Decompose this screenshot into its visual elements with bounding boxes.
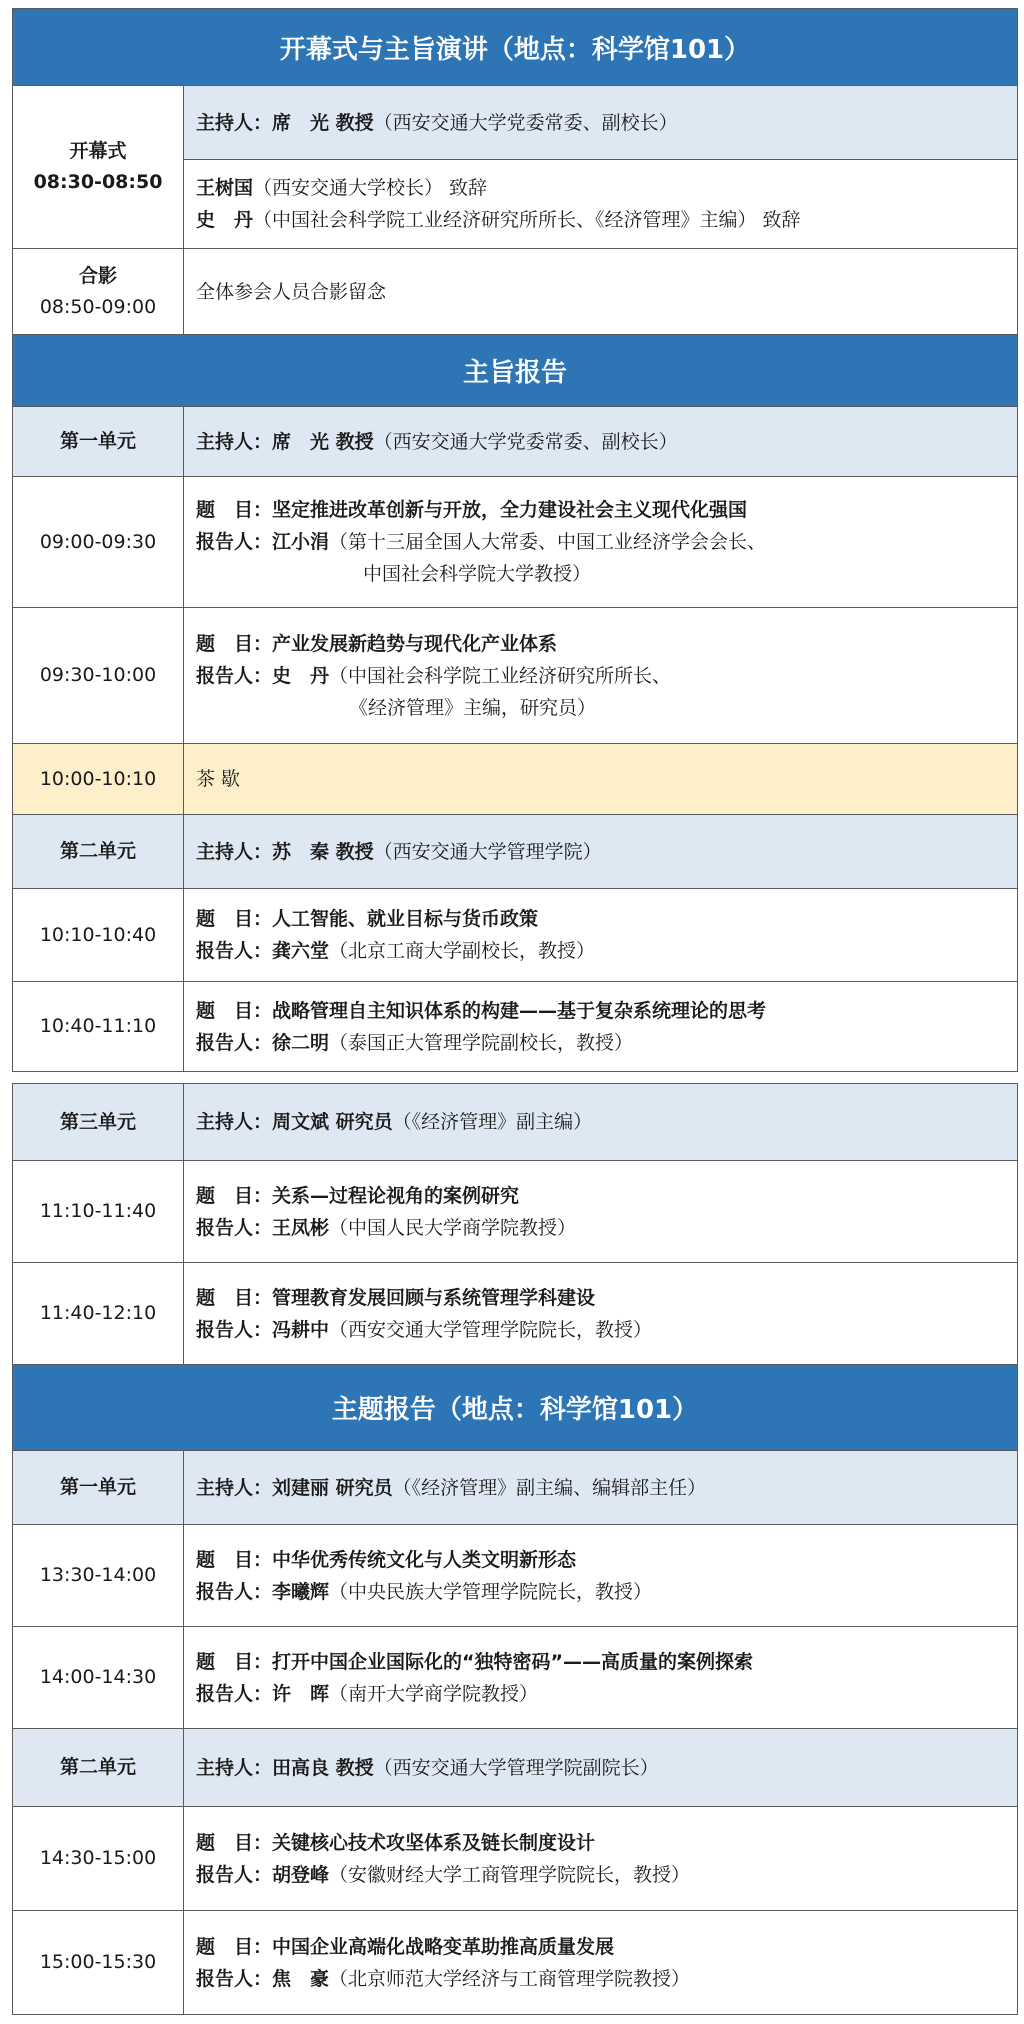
photo-text: 全体参会人员合影留念 xyxy=(184,249,1018,335)
talk-row xyxy=(13,1161,1018,1263)
speaker-detail: （南开大学商学院教授） xyxy=(329,1682,539,1705)
talk-time: 14:30-15:00 xyxy=(13,1807,184,1911)
talk-cell xyxy=(184,608,1018,744)
talk-time: 10:40-11:10 xyxy=(13,982,184,1072)
section-banner-theme xyxy=(13,1365,1018,1451)
unit-row xyxy=(13,1451,1018,1525)
speaker-name: 史 丹 xyxy=(196,209,254,231)
speaker-detail: （中国社会科学院工业经济研究所所长、《经济管理》主编） 致辞 xyxy=(253,209,801,231)
host-cell xyxy=(184,86,1018,160)
speaker-name: 报告人：焦 豪 xyxy=(196,1967,330,1990)
speaker-detail-cont: 中国社会科学院大学教授） xyxy=(363,563,592,585)
host-row xyxy=(13,86,1018,160)
speaker-detail-cont: 《经济管理》主编，研究员） xyxy=(349,696,597,719)
host-name: 主持人：苏 秦 教授 xyxy=(196,840,374,863)
talk-time: 10:10-10:40 xyxy=(13,889,184,982)
talk-time: 15:00-15:30 xyxy=(13,1911,184,2015)
host-title: （西安交通大学管理学院） xyxy=(373,840,602,863)
unit-label: 第一单元 xyxy=(13,407,184,477)
unit-row xyxy=(13,407,1018,477)
talk-row xyxy=(13,1807,1018,1911)
speaker-detail: （泰国正大管理学院副校长，教授） xyxy=(329,1031,634,1054)
speaker-detail: （北京师范大学经济与工商管理学院教授） xyxy=(329,1967,691,1990)
talk-row xyxy=(13,608,1018,744)
section-banner-keynote xyxy=(13,335,1018,407)
speaker-detail: （第十三届全国人大常委、中国工业经济学会会长、 xyxy=(329,531,767,553)
session-time: 08:50-09:00 xyxy=(39,295,157,318)
talk-row xyxy=(13,889,1018,982)
talk-row xyxy=(13,982,1018,1072)
host-title: （西安交通大学管理学院副院长） xyxy=(373,1756,659,1779)
talk-cell xyxy=(184,889,1018,982)
unit-label: 第二单元 xyxy=(13,815,184,889)
speaker-detail: （中国人民大学商学院教授） xyxy=(329,1216,577,1239)
host-name: 主持人：席 光 教授 xyxy=(196,111,374,134)
host-title: （西安交通大学党委常委、副校长） xyxy=(373,111,678,134)
host-name: 主持人：田高良 教授 xyxy=(196,1756,374,1779)
host-title: （西安交通大学党委常委、副校长） xyxy=(373,430,678,453)
talk-title: 题 目：中国企业高端化战略变革助推高质量发展 xyxy=(196,1935,615,1958)
speaker-name: 报告人：江小涓 xyxy=(196,531,330,553)
talk-time: 09:30-10:00 xyxy=(13,608,184,744)
unit-row xyxy=(13,815,1018,889)
speaker-name: 报告人：冯耕中 xyxy=(196,1318,330,1341)
unit-row xyxy=(13,1084,1018,1161)
session-time: 08:30-08:50 xyxy=(33,171,163,193)
talk-title: 题 目：管理教育发展回顾与系统管理学科建设 xyxy=(196,1286,596,1309)
talk-title: 题 目：中华优秀传统文化与人类文明新形态 xyxy=(196,1548,577,1571)
host-title: （《经济管理》副主编、编辑部主任） xyxy=(392,1476,707,1499)
schedule-table-continued xyxy=(12,1083,1018,2015)
speaker-detail: （中国社会科学院工业经济研究所所长、 xyxy=(329,664,672,687)
host-cell xyxy=(184,1084,1018,1161)
speaker-name: 报告人：王凤彬 xyxy=(196,1216,330,1239)
tea-text: 茶 歇 xyxy=(184,744,1018,815)
talk-time: 09:00-09:30 xyxy=(13,477,184,608)
speaker-name: 报告人：徐二明 xyxy=(196,1031,330,1054)
speaker-name: 报告人：许 晖 xyxy=(196,1682,330,1705)
section-banner-opening xyxy=(13,9,1018,86)
speaker-detail: （西安交通大学管理学院院长，教授） xyxy=(329,1318,653,1341)
host-name: 主持人：席 光 教授 xyxy=(196,430,374,453)
talk-time: 11:10-11:40 xyxy=(13,1161,184,1263)
talk-cell xyxy=(184,1263,1018,1365)
talk-time: 11:40-12:10 xyxy=(13,1263,184,1365)
speaker-detail: （北京工商大学副校长，教授） xyxy=(329,940,596,962)
host-name: 主持人：周文斌 研究员 xyxy=(196,1111,393,1133)
talk-time: 13:30-14:00 xyxy=(13,1525,184,1627)
unit-label: 第二单元 xyxy=(13,1729,184,1807)
talk-title: 题 目：产业发展新趋势与现代化产业体系 xyxy=(196,632,558,655)
time-cell xyxy=(13,249,184,335)
talk-time: 14:00-14:30 xyxy=(13,1627,184,1729)
host-cell xyxy=(184,815,1018,889)
talk-row xyxy=(13,1263,1018,1365)
talk-row xyxy=(13,1911,1018,2015)
speech-cell xyxy=(184,160,1018,249)
speaker-detail: （西安交通大学校长） 致辞 xyxy=(253,177,488,199)
talk-cell xyxy=(184,1911,1018,2015)
host-cell xyxy=(184,1729,1018,1807)
talk-title: 题 目：人工智能、就业目标与货币政策 xyxy=(196,908,539,930)
talk-row xyxy=(13,477,1018,608)
talk-title: 题 目：打开中国企业国际化的“独特密码”——高质量的案例探索 xyxy=(196,1650,753,1673)
talk-cell xyxy=(184,982,1018,1072)
talk-row xyxy=(13,1627,1018,1729)
unit-row xyxy=(13,1729,1018,1807)
speaker-name: 报告人：胡登峰 xyxy=(196,1863,330,1886)
talk-cell xyxy=(184,1525,1018,1627)
speaker-name: 报告人：史 丹 xyxy=(196,664,330,687)
talk-cell xyxy=(184,1807,1018,1911)
session-label: 开幕式 xyxy=(69,140,127,162)
talk-title: 题 目：关系—过程论视角的案例研究 xyxy=(196,1184,520,1207)
talk-title: 题 目：关键核心技术攻坚体系及链长制度设计 xyxy=(196,1831,596,1854)
banner-title: 主题报告（地点：科学馆101） xyxy=(13,1365,1018,1451)
host-cell xyxy=(184,1451,1018,1525)
talk-cell xyxy=(184,1161,1018,1263)
schedule-table-morning xyxy=(12,8,1018,1072)
speaker-name: 报告人：龚六堂 xyxy=(196,940,330,962)
host-title: （《经济管理》副主编） xyxy=(392,1111,593,1133)
tea-break-row xyxy=(13,744,1018,815)
unit-label: 第三单元 xyxy=(13,1084,184,1161)
time-cell xyxy=(13,86,184,249)
talk-cell xyxy=(184,477,1018,608)
host-name: 主持人：刘建丽 研究员 xyxy=(196,1476,393,1499)
tea-time: 10:00-10:10 xyxy=(13,744,184,815)
host-cell xyxy=(184,407,1018,477)
talk-title: 题 目：坚定推进改革创新与开放，全力建设社会主义现代化强国 xyxy=(196,499,748,521)
speaker-name: 报告人：李曦辉 xyxy=(196,1580,330,1603)
talk-cell xyxy=(184,1627,1018,1729)
speaker-detail: （中央民族大学管理学院院长，教授） xyxy=(329,1580,653,1603)
banner-title: 主旨报告 xyxy=(13,335,1018,407)
banner-title: 开幕式与主旨演讲（地点：科学馆101） xyxy=(13,9,1018,86)
speaker-detail: （安徽财经大学工商管理学院院长，教授） xyxy=(329,1863,691,1886)
talk-row xyxy=(13,1525,1018,1627)
session-label: 合影 xyxy=(78,264,117,287)
unit-label: 第一单元 xyxy=(13,1451,184,1525)
photo-row xyxy=(13,249,1018,335)
speaker-name: 王树国 xyxy=(196,177,254,199)
talk-title: 题 目：战略管理自主知识体系的构建——基于复杂系统理论的思考 xyxy=(196,999,767,1022)
